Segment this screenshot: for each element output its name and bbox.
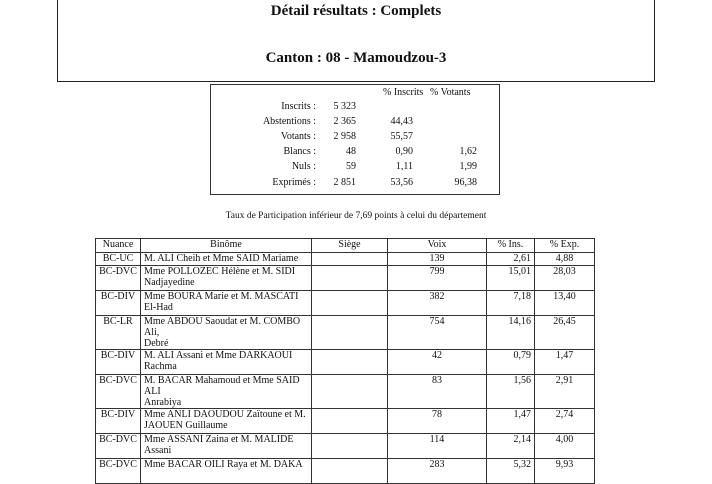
binome-line-1: M. ALI Assani et Mme DARKAOUI <box>144 350 293 361</box>
cell-siege <box>312 409 388 434</box>
stats-pct-votants: 96,38 <box>454 177 477 188</box>
stats-row-exprimes <box>211 176 499 189</box>
cell-nuance: BC-DVC <box>96 375 141 409</box>
cell-pct-exp: 2,74 <box>535 409 595 434</box>
col-header-pct-ins: % Ins. <box>487 239 535 253</box>
cell-voix: 114 <box>388 434 487 459</box>
stats-row-abstentions <box>211 115 499 128</box>
stats-pct-votants: 1,62 <box>459 146 477 157</box>
cell-pct-ins: 15,01 <box>487 266 535 291</box>
binome-line-1: Mme ASSANI Zaina et M. MALIDE <box>144 434 294 445</box>
col-header-binome: Binôme <box>141 239 312 253</box>
cell-voix: 139 <box>388 253 487 266</box>
stats-value: 48 <box>346 146 356 157</box>
cell-nuance: BC-DIV <box>96 291 141 316</box>
cell-nuance: BC-DIV <box>96 350 141 375</box>
cell-binome <box>141 375 312 409</box>
stats-row-blancs <box>211 145 499 158</box>
stats-label: Blancs : <box>283 146 316 157</box>
table-row <box>96 291 595 316</box>
cell-voix: 83 <box>388 375 487 409</box>
cell-pct-ins: 2,61 <box>487 253 535 266</box>
cell-siege <box>312 434 388 459</box>
binome-line-1: M. BACAR Mahamoud et Mme SAID ALI <box>144 375 300 397</box>
table-row <box>96 459 595 484</box>
binome-line-2: JAOUEN Guillaume <box>144 420 228 431</box>
canton-title: Canton : 08 - Mamoudzou-3 <box>265 50 447 66</box>
col-header-siege: Siège <box>312 239 388 253</box>
cell-nuance: BC-UC <box>96 253 141 266</box>
binome-line-1: Mme ABDOU Saoudat et M. COMBO Ali, <box>144 316 301 338</box>
binome-line-2: Anrabiya <box>144 397 182 408</box>
results-table <box>95 238 595 484</box>
table-row <box>96 409 595 434</box>
binome-line-2: Nadjayedine <box>144 277 195 288</box>
stats-header-pct-votants: % Votants <box>430 87 471 98</box>
cell-voix: 799 <box>388 266 487 291</box>
cell-pct-exp: 13,40 <box>535 291 595 316</box>
col-header-voix: Voix <box>388 239 487 253</box>
stats-pct-inscrits: 1,11 <box>395 161 413 172</box>
cell-voix: 754 <box>388 316 487 350</box>
cell-pct-exp: 4,88 <box>535 253 595 266</box>
cell-binome <box>141 459 312 484</box>
stats-value: 2 851 <box>333 177 356 188</box>
cell-siege <box>312 253 388 266</box>
stats-summary-box <box>210 84 500 195</box>
binome-line-2: Rachma <box>144 361 177 372</box>
cell-pct-exp: 9,93 <box>535 459 595 484</box>
stats-label: Nuls : <box>291 161 316 172</box>
cell-binome <box>141 350 312 375</box>
cell-siege <box>312 459 388 484</box>
cell-pct-ins: 14,16 <box>487 316 535 350</box>
cell-nuance: BC-DIV <box>96 409 141 434</box>
table-row <box>96 316 595 350</box>
cell-voix: 283 <box>388 459 487 484</box>
cell-siege <box>312 375 388 409</box>
cell-nuance: BC-DVC <box>96 434 141 459</box>
page-title: Détail résultats : Complets <box>270 3 442 19</box>
cell-voix: 78 <box>388 409 487 434</box>
cell-pct-exp: 26,45 <box>535 316 595 350</box>
binome-line-2: Assani <box>144 445 172 456</box>
cell-voix: 42 <box>388 350 487 375</box>
binome-line-1: Mme BACAR OILI Raya et M. DAKA <box>144 459 303 470</box>
stats-pct-inscrits: 44,43 <box>390 116 413 127</box>
table-row <box>96 375 595 409</box>
results-header-row <box>96 239 595 253</box>
cell-pct-exp: 1,47 <box>535 350 595 375</box>
cell-pct-ins: 7,18 <box>487 291 535 316</box>
cell-binome <box>141 291 312 316</box>
stats-value: 2 958 <box>333 131 356 142</box>
cell-pct-ins: 1,47 <box>487 409 535 434</box>
stats-row-inscrits <box>211 100 499 113</box>
binome-line-1: Mme BOURA Marie et M. MASCATI <box>144 291 299 302</box>
cell-pct-ins: 2,14 <box>487 434 535 459</box>
binome-line-1: Mme POLLOZEC Hélène et M. SIDI <box>144 266 296 277</box>
participation-note: Taux de Participation inférieur de 7,69 points à celui du département <box>225 211 487 221</box>
cell-siege <box>312 350 388 375</box>
cell-voix: 382 <box>388 291 487 316</box>
stats-label: Abstentions : <box>262 116 316 127</box>
stats-header-pct-inscrits: % Inscrits <box>383 87 424 98</box>
cell-binome <box>141 253 312 266</box>
table-row <box>96 266 595 291</box>
stats-value: 59 <box>346 161 356 172</box>
binome-line-2: Debré <box>144 338 169 349</box>
stats-row-nuls <box>211 160 499 173</box>
col-header-nuance: Nuance <box>96 239 141 253</box>
cell-pct-exp: 2,91 <box>535 375 595 409</box>
table-row <box>96 434 595 459</box>
table-row <box>96 350 595 375</box>
cell-pct-exp: 28,03 <box>535 266 595 291</box>
cell-binome <box>141 266 312 291</box>
cell-pct-ins: 0,79 <box>487 350 535 375</box>
cell-binome <box>141 409 312 434</box>
stats-pct-inscrits: 55,57 <box>390 131 413 142</box>
cell-binome <box>141 434 312 459</box>
table-row <box>96 253 595 266</box>
binome-line-1: Mme ANLI DAOUDOU Zaïtoune et M. <box>144 409 306 420</box>
stats-label: Exprimés : <box>272 177 316 188</box>
header-box <box>57 0 655 82</box>
cell-nuance: BC-DVC <box>96 459 141 484</box>
cell-pct-ins: 1,56 <box>487 375 535 409</box>
cell-nuance: BC-LR <box>96 316 141 350</box>
stats-pct-inscrits: 0,90 <box>395 146 413 157</box>
cell-siege <box>312 316 388 350</box>
cell-nuance: BC-DVC <box>96 266 141 291</box>
stats-label: Votants : <box>280 131 316 142</box>
cell-siege <box>312 266 388 291</box>
cell-pct-exp: 4,00 <box>535 434 595 459</box>
stats-pct-votants: 1,99 <box>459 161 477 172</box>
stats-value: 2 365 <box>333 116 356 127</box>
cell-siege <box>312 291 388 316</box>
stats-label: Inscrits : <box>281 101 316 112</box>
stats-pct-inscrits: 53,56 <box>390 177 413 188</box>
stats-value: 5 323 <box>333 101 356 112</box>
col-header-pct-exp: % Exp. <box>535 239 595 253</box>
cell-pct-ins: 5,32 <box>487 459 535 484</box>
stats-row-votants <box>211 130 499 143</box>
binome-line-1: M. ALI Cheih et Mme SAID Mariame <box>144 253 299 264</box>
cell-binome <box>141 316 312 350</box>
binome-line-2: El-Had <box>144 302 173 313</box>
